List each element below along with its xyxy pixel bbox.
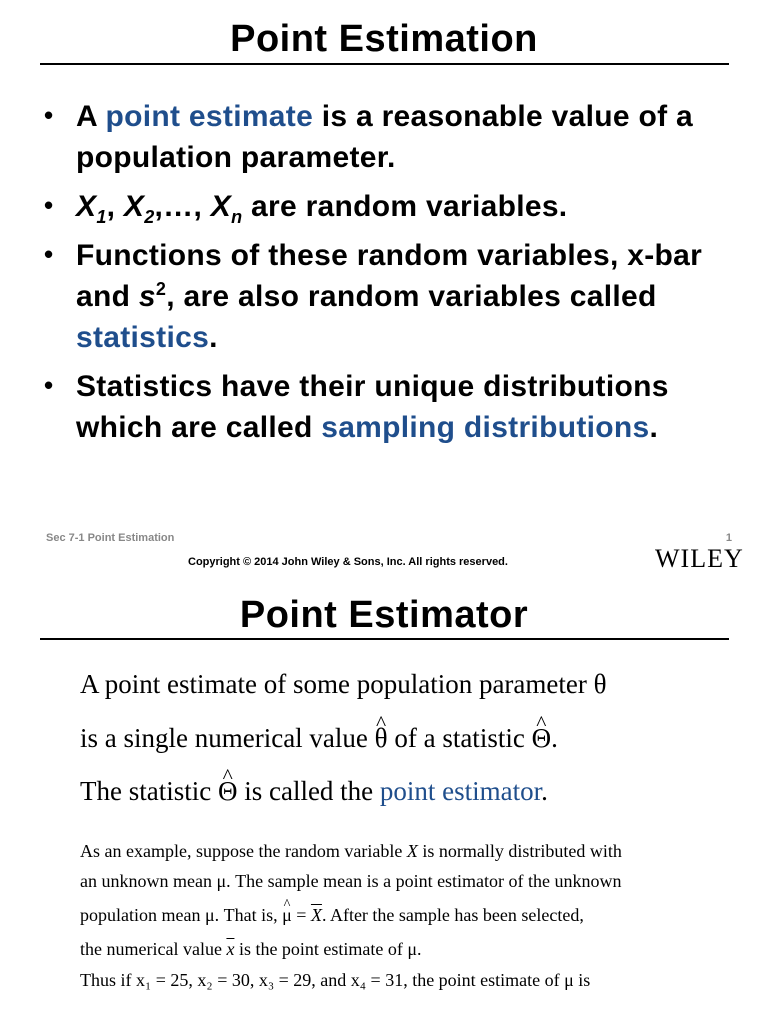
mu-hat: ^ μ [282,906,292,924]
theta-hat: ^ θ [375,725,388,752]
section-footer: Sec 7-1 Point Estimation [46,532,175,544]
slide-point-estimator [0,580,768,1024]
highlight-term: point estimate [105,100,314,133]
page-number: 1 [725,532,732,544]
x-bar: $\overline{x}$ [226,939,235,959]
example-line-3: population mean μ. That is, ^ $\mu = \overline{X}$. After the sample has been selected, [80,906,584,924]
example-line-5: Thus if x₁ = 25, x₂ = 30, x₃ = 29, and x₄ = 31, the point estimate of μ is [80,970,591,990]
x-bar: $\overline{X}$ [310,905,322,925]
copyright-notice: Copyright © 2014 John Wiley & Sons, Inc. All rights reserved. [188,556,508,568]
slide-title: Point Estimator [239,594,529,636]
definition-line-1: A point estimate of some population parameter θ [80,669,607,699]
definition-line-2: is a single numerical value ^ θ of a statistic ^ Θ. [80,725,558,752]
example-line-1: As an example, suppose the random variable X is normally distributed with [80,841,622,861]
highlight-term: sampling distributions [321,411,650,444]
slide-title: Point Estimation [230,18,538,60]
bullet-point-estimate: • A point estimate is a reasonable value of a population parameter. [44,96,744,178]
example-line-2: an unknown mean μ. The sample mean is a point estimator of the unknown [80,871,622,891]
bullet-random-variables: • $X_1$, $X_2,\dots$, $X_n$ are random variables. [44,186,744,227]
highlight-term: statistics [76,321,210,354]
Theta-hat: ^ Θ [532,725,552,752]
wiley-logo: WILEY [655,544,744,573]
highlight-term: point estimator [379,776,542,806]
title-underline [40,638,729,640]
bullet-statistics: • Functions of these random variables, x-bar and $s^2$, are also random variables called statistics. [44,235,744,358]
Theta-hat: ^ Θ [218,778,238,805]
definition-line-3: The statistic ^ Θ is called the point estimator. [80,778,548,805]
bullet-list [44,96,744,456]
bullet-sampling-distributions: • Statistics have their unique distributions which are called sampling distributions. [44,366,744,448]
example-line-4: the numerical value $\overline{x}$ is the point estimate of μ. [80,939,422,959]
title-underline [40,63,729,65]
